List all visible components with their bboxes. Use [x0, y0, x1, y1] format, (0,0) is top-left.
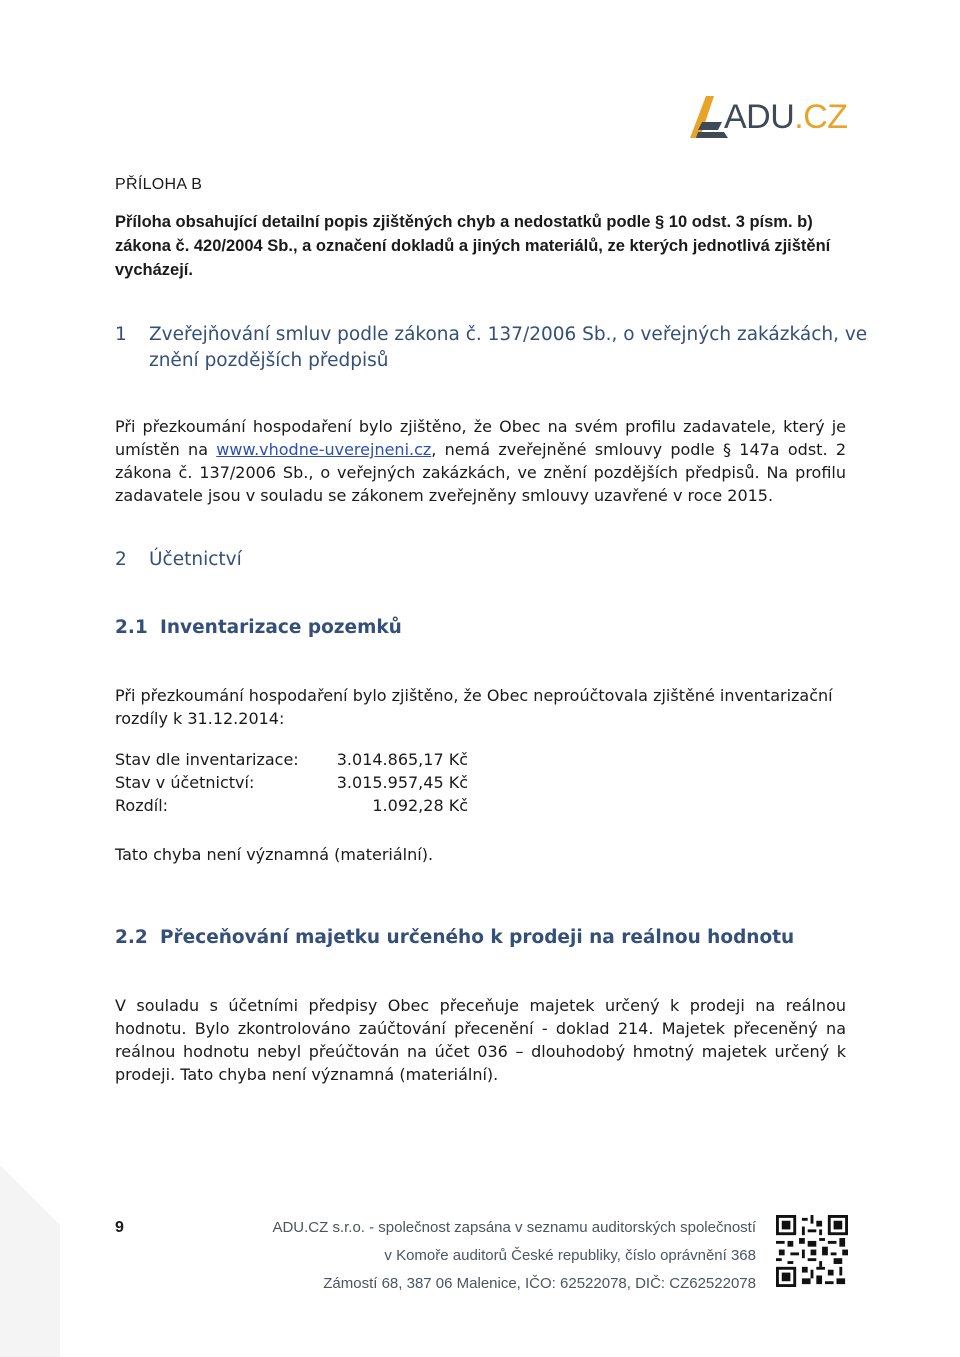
section-2-1-heading [115, 615, 855, 641]
section-1-paragraph: Při přezkoumání hospodaření bylo zjištěno, že Obec na svém profilu zadavatele, který je umístěn na www.vhodne-uverejneni.cz, nemá zveřejněné smlouvy podle § 147a odst. 2 zákona č. 137/2006 Sb., o veřejných zakázkách, ve znění pozdějších předpisů. Na profilu zadavatele jsou v souladu se zákonem zveřejněny smlouvy uzavřené v roce 2015. [115, 417, 846, 505]
section-2-1-paragraph: Při přezkoumání hospodaření bylo zjištěno, že Obec neproúčtovala zjištěné inventarizační rozdíly k 31.12.2014: [115, 686, 833, 728]
footer-line-1: ADU.CZ s.r.o. - společnost zapsána v seznamu auditorských společností [272, 1219, 756, 1236]
difference-row-label: Rozdíl: [115, 796, 169, 815]
annex-description: Příloha obsahující detailní popis zjištěných chyb a nedostatků podle § 10 odst. 3 písm. b) zákona č. 420/2004 Sb., a označení dokladů a jiných materiálů, ze kterých jednotlivá zjištění vycházejí. [115, 213, 831, 279]
difference-row-value: 1.092,28 Kč [372, 796, 468, 815]
section-2-1-note: Tato chyba není významná (materiální). [115, 845, 434, 864]
section-number: 2 [115, 549, 127, 570]
inventory-row-value: 3.014.865,17 Kč [336, 750, 468, 769]
corner-decoration [0, 1165, 60, 1357]
page-number: 9 [115, 1219, 124, 1236]
footer-line-3: Zámostí 68, 387 06 Malenice, IČO: 62522078, DIČ: CZ62522078 [323, 1275, 756, 1292]
section-title: Inventarizace pozemků [160, 617, 402, 638]
footer-line-2: v Komoře auditorů České republiky, číslo oprávnění 368 [384, 1247, 756, 1264]
section-number: 1 [115, 324, 127, 345]
section-2-2-heading [115, 925, 855, 951]
qr-code-icon [776, 1215, 848, 1287]
accounting-row-value: 3.015.957,45 Kč [336, 773, 468, 792]
section-number: 2.2 [115, 927, 148, 948]
section-number: 2.1 [115, 617, 148, 638]
company-logo [688, 92, 848, 142]
inventory-row-label: Stav dle inventarizace: [115, 750, 299, 769]
section-2-heading [115, 547, 415, 573]
section-title: Zveřejňování smluv podle zákona č. 137/2006 Sb., o veřejných zakázkách, ve znění pozdějších předpisů [149, 324, 868, 371]
annex-label: PŘÍLOHA B [115, 176, 203, 193]
section-2-2-paragraph: V souladu s účetními předpisy Obec přeceňuje majetek určený k prodeji na reálnou hodnotu. Bylo zkontrolováno zaúčtování přecenění - doklad 214. Majetek přeceněný na reálnou hodnotu nebyl přeúčtován na účet 036 – dlouhodobý hmotný majetek určený k prodeji. Tato chyba není významná (materiální). [115, 996, 846, 1084]
logo-text: ADU.CZ [724, 98, 848, 136]
profile-link[interactable]: www.vhodne-uverejneni.cz [216, 440, 432, 459]
accounting-row-label: Stav v účetnictví: [115, 773, 255, 792]
section-title: Přeceňování majetku určeného k prodeji na reálnou hodnotu [160, 927, 795, 948]
section-title: Účetnictví [149, 549, 242, 570]
section-1-heading [115, 322, 868, 374]
